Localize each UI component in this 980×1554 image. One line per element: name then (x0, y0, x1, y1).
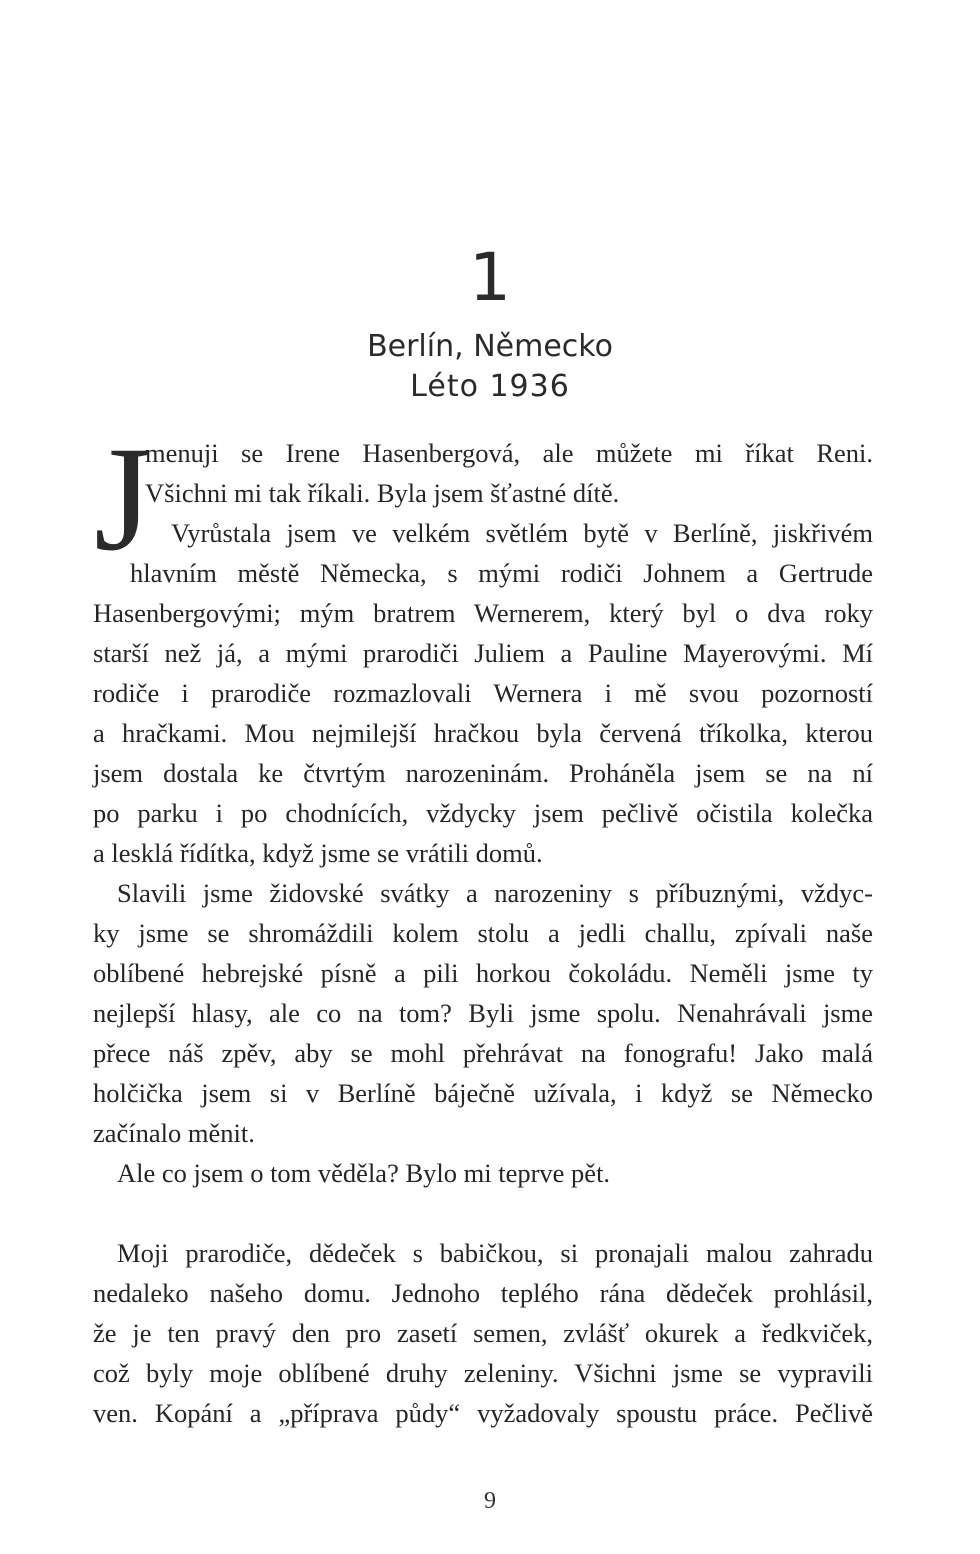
text-line: menuji se Irene Hasenbergová, ale můžete mi říkat Reni. (145, 438, 873, 468)
text-line: rodiče i prarodiče rozmazlovali Wernera i mě svou pozorností (93, 678, 873, 708)
text-line: ky jsme se shromáždili kolem stolu a jedli challu, zpívali naše (93, 918, 873, 948)
text-line: Hasenbergovými; mým bratrem Wernerem, který byl o dva roky (93, 598, 873, 628)
text-line: a hračkami. Mou nejmilejší hračkou byla červená tříkolka, kterou (93, 718, 873, 748)
text-line: Vyrůstala jsem ve velkém světlém bytě v Berlíně, jiskřivém (171, 518, 873, 548)
chapter-place: Berlín, Německo (367, 329, 613, 364)
text-line: Všichni mi tak říkali. Byla jsem šťastné dítě. (145, 478, 620, 508)
text-line: nejlepší hlasy, ale co na tom? Byli jsme spolu. Nenahrávali jsme (93, 998, 873, 1028)
text-line: Slavili jsme židovské svátky a narozeniny s příbuznými, vždyc- (117, 878, 873, 908)
page-number: 9 (484, 1488, 496, 1514)
text-line: Moji prarodiče, dědeček s babičkou, si pronajali malou zahradu (117, 1238, 873, 1268)
text-line: přece náš zpěv, aby se mohl přehrávat na fonografu! Jako malá (93, 1038, 873, 1068)
text-line: začínalo měnit. (93, 1118, 255, 1148)
text-line: jsem dostala ke čtvrtým narozeninám. Proháněla jsem se na ní (93, 758, 873, 788)
text-line: nedaleko našeho domu. Jednoho teplého rána dědeček prohlásil, (93, 1278, 873, 1308)
text-line: Ale co jsem o tom věděla? Bylo mi teprve pět. (117, 1158, 611, 1188)
text-line: a lesklá řídítka, když jsme se vrátili domů. (93, 838, 543, 868)
text-line: což byly moje oblíbené druhy zeleniny. Všichni jsme se vypravili (93, 1358, 873, 1388)
text-line: oblíbené hebrejské písně a pili horkou čokoládu. Neměli jsme ty (93, 958, 873, 988)
chapter-number: 1 (469, 239, 511, 316)
text-line: po parku i po chodnících, vždycky jsem pečlivě očistila kolečka (93, 798, 873, 828)
drop-cap: J (94, 416, 153, 582)
text-line: ven. Kopání a „příprava půdy“ vyžadovaly spoustu práce. Pečlivě (93, 1398, 873, 1428)
text-line: starší než já, a mými prarodiči Juliem a Pauline Mayerovými. Mí (93, 638, 873, 668)
text-line: že je ten pravý den pro zasetí semen, zvlášť okurek a ředkviček, (93, 1318, 873, 1348)
text-line: hlavním městě Německa, s mými rodiči Johnem a Gertrude (130, 558, 873, 588)
text-line: holčička jsem si v Berlíně báječně užívala, i když se Německo (93, 1078, 873, 1108)
chapter-date: Léto 1936 (410, 369, 570, 404)
